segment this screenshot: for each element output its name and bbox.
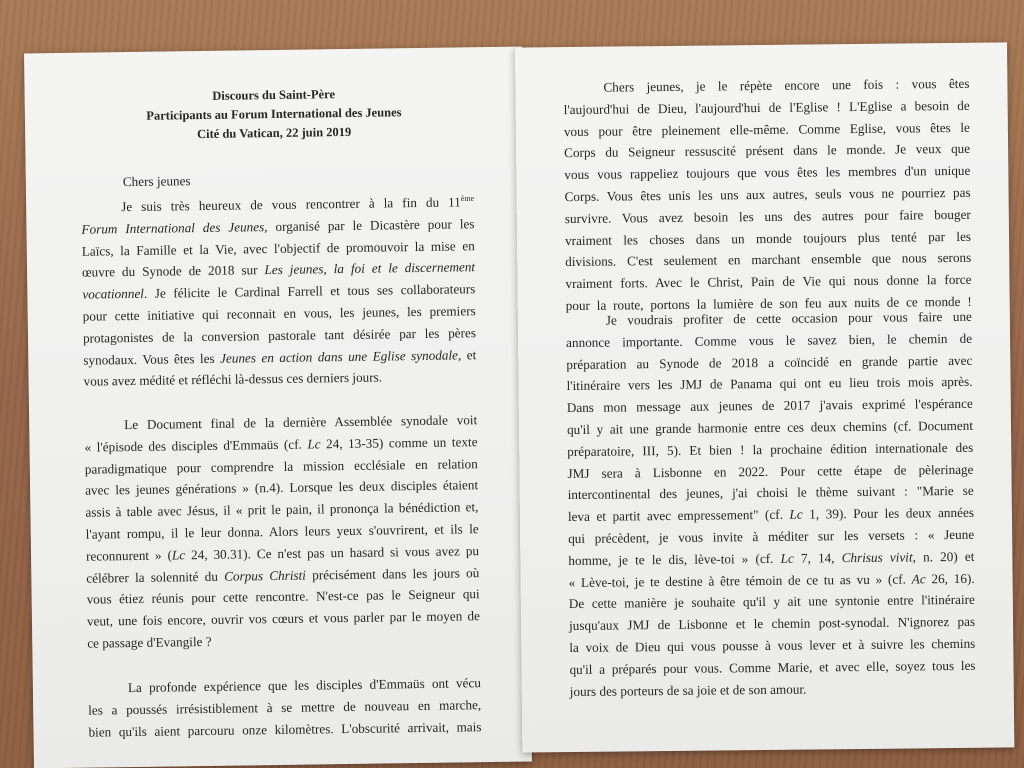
text-line: jours des porteurs de sa joie et de son amour. (569, 681, 807, 699)
text-line: œuvre du Synode de 2018 sur Les jeunes, la foi et le discernement (81, 259, 476, 281)
text-line: homme, je te le dis, lève-toi » (cf. Lc 7, 14, Chrisus vivit, n. 20) et (568, 548, 975, 568)
text-line: divisions. C'est seulement en marchant ensemble que nous serons (565, 250, 972, 270)
text-line: reconnurent » (Lc 24, 30.31). Ce n'est pas un hasard si vous avez pu (85, 542, 480, 564)
text-line: qu'il y ait une grande harmonie entre ces deux chemins (cf. Document (566, 417, 974, 438)
text-line: JMJ sera à Lisbonne en 2022. Pour cette étape de pèlerinage (567, 461, 974, 481)
text-line: Chers jeunes, je le répète encore une fois : vous êtes (603, 75, 970, 95)
left-page (24, 47, 532, 768)
text-line: La profonde expérience que les disciples d'Emmaüs ont vécu (127, 675, 481, 696)
left-paragraph-2 (84, 409, 480, 654)
text-line: l'ayant rompu, il le leur donna. Alors leurs yeux s'ouvrirent, et ils le (85, 521, 479, 542)
text-line: vocationnel. Je félicite le Cardinal Farrell et tous ses collaborateurs (82, 281, 476, 302)
text-line: l'aujourd'hui de Dieu, l'aujourd'hui de l'Eglise ! L'Eglise a besoin de (563, 97, 970, 117)
text-line: Corps du Seigneur ressuscité présent dans le monde. Je veux que (564, 141, 971, 161)
right-page (515, 42, 1014, 752)
text-line: Forum International des Jeunes, organisé par le Dicastère pour les (81, 216, 475, 237)
text-line: pour cette initiative qui reconnait en vous, les jeunes, les premiers (82, 303, 476, 324)
text-line: « Lève-toi, je te destine à être témoin de ce tu as vu » (cf. Ac 26, 16). (568, 570, 975, 590)
left-paragraph-1 (81, 191, 477, 393)
right-paragraph-2 (566, 306, 976, 703)
text-line: l'itinéraire vers les JMJ de Panama qui ont eu lieu trois mois après. (566, 374, 973, 394)
text-line: vous étiez réunis pour cette rencontre. N'est-ce pas le Seigneur qui (86, 586, 480, 608)
text-line: bien qu'ils aient parcouru onze kilomètres. L'obscurité arrivait, mais (88, 718, 482, 740)
text-line: protagonistes de la conversion pastorale tant désirée par les pères (82, 324, 477, 346)
text-line: vraiment forts. Avec le Christ, Pain de Vie qui nous donne la force (565, 271, 972, 292)
text-line: paradigmatique pour comprendre la mission ecclésiale en relation (84, 455, 478, 477)
text-line: « l'épisode des disciples d'Emmaüs (cf. Lc 24, 13-35) comme un texte (84, 433, 478, 455)
left-paragraph-3 (88, 672, 482, 743)
text-line: assis à table avec Jésus, il « prit le pain, il prononça la bénédiction et, (85, 499, 479, 520)
document-header (55, 83, 494, 146)
text-line: leva et partit avec empressement" (cf. Lc 1, 39). Pour les deux années (567, 504, 974, 525)
text-line: Le Document final de la dernière Assemblée synodale voit (124, 412, 478, 433)
text-line: vous vous rappeliez toujours que vous êtes les membres d'un unique (564, 163, 971, 183)
greeting: Chers jeunes (122, 173, 191, 190)
text-line: De cette manière je souhaite qu'il y ait une syntonie entre l'itinéraire (568, 592, 975, 612)
text-line: jusqu'aux JMJ de Lisbonne et le chemin post-synodal. N'ignorez pas (568, 613, 976, 634)
header-date: Cité du Vatican, 22 juin 2019 (196, 124, 352, 142)
text-line: survivre. Vous avez besoin les uns des autres pour faire bouger (564, 206, 971, 226)
text-line: qui précèdent, je vous invite à méditer sur les versets : « Jeune (568, 526, 975, 547)
text-line: intercontinental des jeunes, j'ai choisi le thème suivant : "Marie se (567, 483, 974, 503)
text-line: vous avez médité et réfléchi là-dessus ces derniers jours. (83, 369, 383, 390)
text-line: vraiment les choses dans un monde toujours plus tenté par les (564, 228, 972, 248)
text-line: vous pour être pleinement elle-même. Comme Eglise, vous êtes le (563, 119, 970, 139)
text-line: Je suis très heureux de vous rencontrer à la fin du 11ème (121, 193, 475, 215)
text-line: avec les jeunes générations » (n.4). Lorsque les deux disciples étaient (85, 477, 479, 499)
header-subtitle: Participants au Forum International des Jeunes (146, 105, 402, 123)
right-paragraph-1 (563, 73, 971, 317)
text-line: qu'il a préparés pour vous. Comme Marie, et avec elle, soyez tous les (569, 657, 976, 677)
text-line: célébrer la solennité du Corpus Christi précisément dans les jours où (86, 564, 480, 586)
text-line: Laïcs, la Famille et la Vie, avec l'objectif de promouvoir la mise en (81, 237, 475, 259)
header-title: Discours du Saint-Père (212, 87, 336, 103)
text-line: les a poussés irrésistiblement à se mettre de nouveau en marche, (88, 696, 482, 718)
text-line: préparation au Synode de 2018 a coïncidé en grande partie avec (566, 352, 973, 372)
text-line: préparatoire, III, 5). Et bien ! la prochaine édition internationale des (567, 439, 974, 459)
text-line: veut, une fois encore, ouvrir vos cœurs et vous parler par le moyen de (86, 608, 481, 629)
text-line: Dans mon message aux jeunes de 2017 j'avais exprimé l'espérance (566, 395, 973, 416)
text-line: ce passage d'Evangile ? (87, 633, 212, 651)
text-line: Je voudrais profiter de cette occasion pour vous faire une (605, 308, 972, 328)
text-line: annonce importante. Comme vous le savez bien, le chemin de (566, 330, 973, 350)
text-line: Corps. Vous êtes unis les uns aux autres, seuls vous ne pourriez pas (564, 184, 971, 205)
text-line: synodaux. Vous êtes les Jeunes en action dans une Eglise synodale, et (83, 346, 477, 368)
text-line: la voix de Dieu qui vous pousse à vous lever et à suivre les chemins (569, 635, 976, 655)
text-line: pour la route, portons la lumière de son feu aux nuits de ce monde ! (565, 293, 972, 314)
